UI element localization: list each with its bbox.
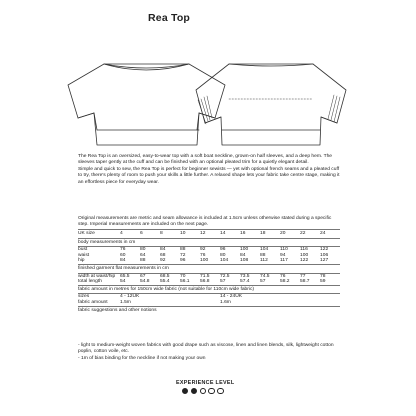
- table-cell: 112: [260, 258, 268, 264]
- table-cell: 88: [260, 252, 266, 258]
- row-label: UK size: [78, 230, 120, 239]
- table-cell: 4: [120, 230, 140, 239]
- row-label: total length: [78, 279, 102, 285]
- table-cell: 4 - 12UK: [120, 294, 220, 300]
- table-cell: 74.5: [260, 273, 280, 279]
- row-label: bust: [78, 247, 120, 253]
- fabric-suggestions-list: [78, 343, 340, 362]
- table-cell: 65.5: [120, 273, 140, 279]
- description-paragraph-1: The Rea Top is an oversized, easy-to-wear top with a soft boat neckline, grown-on half sleeves, and a deep hem. The sleeves taper gently at the cuff and can be finished with an optional pleated trim for a quietly elegant detail.: [78, 154, 333, 166]
- table-cell: 14: [220, 230, 240, 239]
- table-cell: 24: [320, 230, 340, 239]
- table-cell: 72.5: [220, 273, 240, 279]
- table-cell: 67: [140, 273, 160, 279]
- table-cell: 92: [200, 247, 220, 253]
- section-heading-text: fabric amount in metres for 150cm wide fabric (not suitable for 110cm wide fabric): [78, 285, 340, 294]
- table-cell: 78: [320, 273, 340, 279]
- table-cell: 76: [280, 273, 300, 279]
- pattern-description: [78, 154, 340, 186]
- table-cell: 57: [260, 279, 266, 285]
- table-cell: 57: [220, 279, 226, 285]
- size-chart-table: [78, 229, 340, 314]
- row-label: hip: [78, 258, 85, 264]
- table-cell: 8: [160, 230, 180, 239]
- table-section-heading: [78, 285, 340, 294]
- table-cell: 14 - 24UK: [220, 294, 340, 300]
- table-cell: 92: [160, 258, 166, 264]
- table-cell: 73.5: [240, 273, 260, 279]
- back-view-drawing: [196, 64, 346, 145]
- table-cell: 1.5m: [120, 299, 131, 305]
- table-section-heading: [78, 306, 340, 314]
- table-cell: 54.8: [140, 279, 150, 285]
- experience-level-rating: [182, 388, 224, 394]
- table-cell: 84: [160, 247, 180, 253]
- table-cell: 108: [240, 258, 249, 264]
- experience-level-label: EXPERIENCE LEVEL: [176, 380, 235, 386]
- table-cell: 60: [120, 252, 126, 258]
- table-cell: 16: [240, 230, 260, 239]
- table-cell: 58.2: [280, 279, 290, 285]
- table-cell: 117: [280, 258, 288, 264]
- table-cell: 55.4: [160, 279, 170, 285]
- table-cell: 77: [300, 273, 320, 279]
- measurements-note: Original measurements are metric and seam allowance is included at 1.5cm unless otherwise stated during a specific step. Imperial measurements are included on the next page.: [78, 216, 332, 228]
- table-cell: 1.6m: [220, 299, 231, 305]
- table-cell: 10: [180, 230, 200, 239]
- table-cell: 59: [320, 279, 326, 285]
- table-section-heading: [78, 264, 340, 273]
- row-label: fabric amount: [78, 299, 108, 305]
- row-label: width at waist/hip: [78, 273, 120, 279]
- table-cell: 76: [120, 247, 140, 253]
- table-cell: 56.1: [180, 279, 190, 285]
- table-cell: 116: [300, 247, 320, 253]
- table-cell: 88: [140, 258, 146, 264]
- table-cell: 104: [220, 258, 229, 264]
- experience-dot-filled: [182, 388, 188, 394]
- table-cell: 58.7: [300, 279, 310, 285]
- table-cell: 88: [180, 247, 200, 253]
- table-cell: 84: [240, 252, 246, 258]
- table-cell: 20: [280, 230, 300, 239]
- experience-dot-empty: [200, 388, 206, 394]
- description-paragraph-2: Simple and quick to sew, the Rea Top is perfect for beginner sewists — yet with optional french seams and a pleated cuff to try, there's plenty of room to push your skills a little further. A relaxed shape lets your fabric take centre stage, making it an effortless piece for everyday wear.: [78, 166, 340, 185]
- table-cell: 96: [180, 258, 186, 264]
- row-label: sizes: [78, 294, 120, 300]
- table-cell: 68.5: [160, 273, 180, 279]
- pattern-title: Rea Top: [148, 12, 191, 24]
- fabric-suggestion-item: - light to medium-weight woven fabrics with good drape such as viscose, linen and linen blends, silk, lightweight cotton poplin, cotton voile, etc.: [78, 343, 334, 355]
- table-cell: 70: [180, 273, 200, 279]
- table-cell: 68: [160, 252, 166, 258]
- table-cell: 106: [320, 252, 329, 258]
- table-cell: 100: [200, 258, 209, 264]
- table-cell: 122: [300, 258, 309, 264]
- fabric-suggestion-item: - 1m of bias binding for the neckline if not making your own: [78, 355, 206, 361]
- table-cell: 72: [180, 252, 186, 258]
- table-cell: 94: [280, 252, 286, 258]
- table-cell: 110: [280, 247, 300, 253]
- table-cell: 18: [260, 230, 280, 239]
- table-cell: 96: [220, 247, 240, 253]
- table-cell: 6: [140, 230, 160, 239]
- row-label: waist: [78, 252, 90, 258]
- table-cell: 122: [320, 247, 340, 253]
- front-view-drawing: [68, 64, 225, 145]
- section-heading-text: fabric suggestions and other notions: [78, 306, 340, 314]
- section-heading-text: body measurements in cm: [78, 238, 340, 247]
- table-cell: 57.4: [240, 279, 250, 285]
- table-cell: 76: [200, 252, 206, 258]
- table-cell: 12: [200, 230, 220, 239]
- table-cell: 80: [140, 247, 160, 253]
- table-cell: 64: [140, 252, 146, 258]
- table-cell: 71.5: [200, 273, 220, 279]
- table-cell: 22: [300, 230, 320, 239]
- table-cell: 100: [240, 247, 260, 253]
- table-cell: 80: [220, 252, 226, 258]
- table-row: [78, 230, 340, 239]
- experience-dot-empty: [208, 388, 214, 394]
- table-section-heading: [78, 238, 340, 247]
- table-cell: 84: [120, 258, 126, 264]
- experience-dot-filled: [191, 388, 197, 394]
- experience-dot-empty: [217, 388, 223, 394]
- table-cell: 100: [300, 252, 309, 258]
- table-cell: 56.8: [200, 279, 210, 285]
- section-heading-text: finished garment flat measurements in cm: [78, 264, 340, 273]
- table-cell: 104: [260, 247, 280, 253]
- table-cell: 127: [320, 258, 329, 264]
- table-cell: 54: [120, 279, 126, 285]
